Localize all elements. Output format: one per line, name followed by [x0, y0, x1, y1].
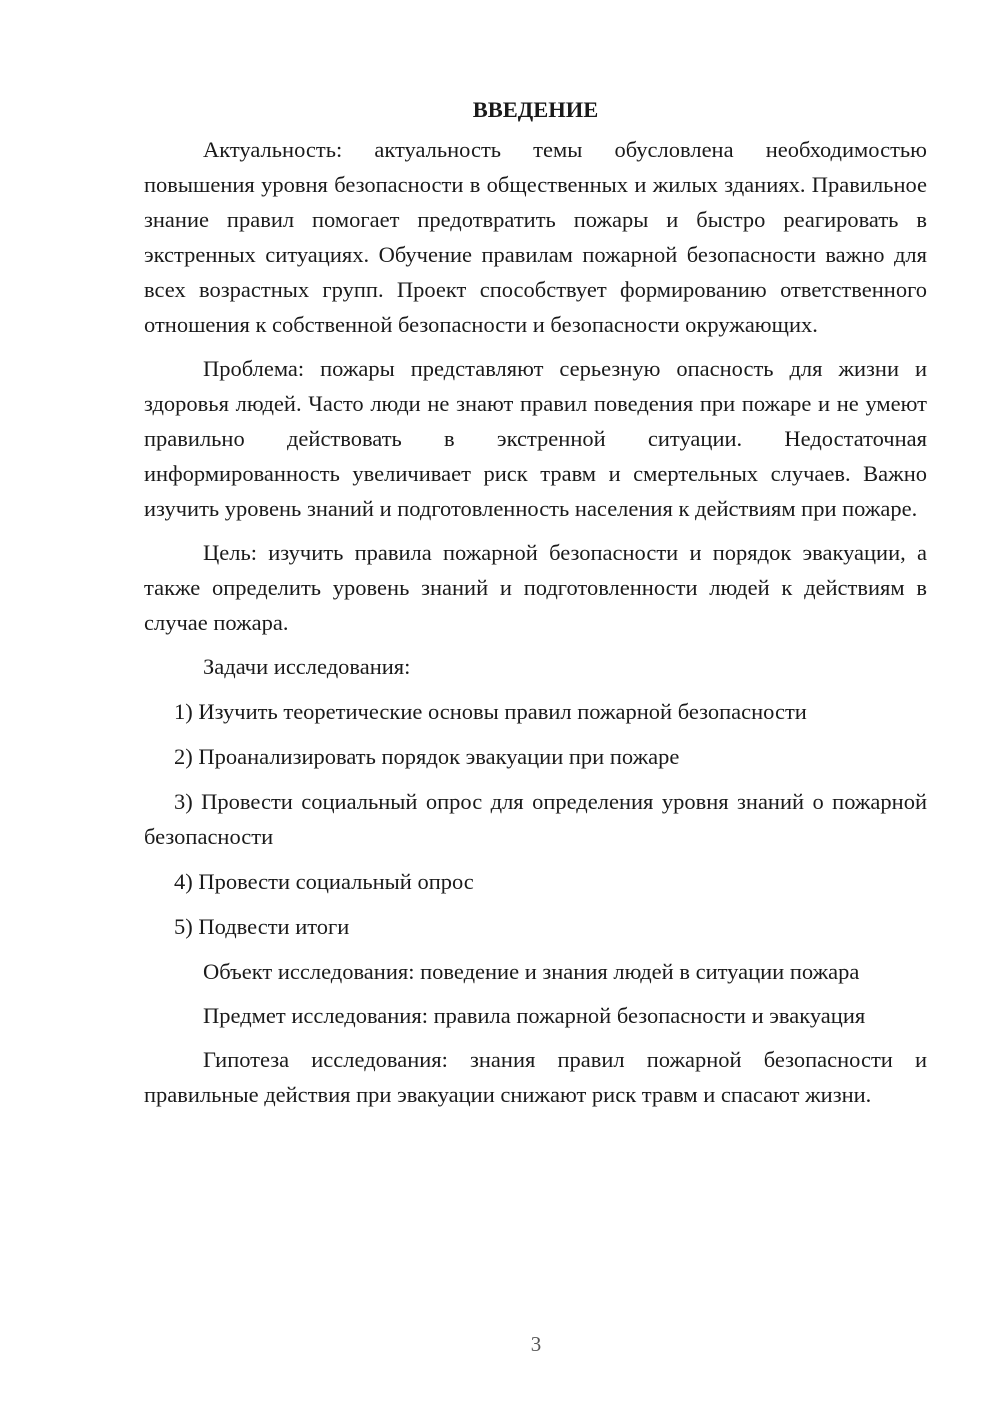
tasks-heading: Задачи исследования:: [203, 654, 411, 679]
task-item: 4) Провести социальный опрос: [174, 869, 474, 894]
paragraph-goal: Цель: изучить правила пожарной безопасности и порядок эвакуации, а также определить уровень знаний и подготовленности людей к действиям в случае пожара.: [144, 540, 927, 635]
paragraph-subject: Предмет исследования: правила пожарной безопасности и эвакуация: [203, 1003, 866, 1028]
task-item: 2) Проанализировать порядок эвакуации при пожаре: [174, 744, 680, 769]
page-content: [144, 92, 927, 1121]
task-item: 5) Подвести итоги: [174, 914, 350, 939]
section-title: ВВЕДЕНИЕ: [472, 97, 599, 122]
paragraph-hypothesis: Гипотеза исследования: знания правил пожарной безопасности и правильные действия при эвакуации снижают риск травм и спасают жизни.: [144, 1047, 927, 1107]
paragraph-relevance: Актуальность: актуальность темы обусловлена необходимостью повышения уровня безопасности в общественных и жилых зданиях. Правильное знание правил помогает предотвратить пожары и быстро реагировать в экстренных ситуациях. Обучение правилам пожарной безопасности важно для всех возрастных групп. Проект способствует формированию ответственного отношения к собственной безопасности и безопасности окружающих.: [144, 137, 927, 337]
paragraph-problem: Проблема: пожары представляют серьезную опасность для жизни и здоровья людей. Часто люди не знают правил поведения при пожаре и не умеют правильно действовать в экстренной ситуации. Недостаточная информированность увеличивает риск травм и смертельных случаев. Важно изучить уровень знаний и подготовленность населения к действиям при пожаре.: [144, 356, 927, 521]
page-number: 3: [530, 1332, 542, 1356]
task-item: 1) Изучить теоретические основы правил пожарной безопасности: [174, 699, 807, 724]
paragraph-object: Объект исследования: поведение и знания людей в ситуации пожара: [203, 959, 860, 984]
task-item: 3) Провести социальный опрос для определения уровня знаний о пожарной безопасности: [144, 789, 927, 849]
